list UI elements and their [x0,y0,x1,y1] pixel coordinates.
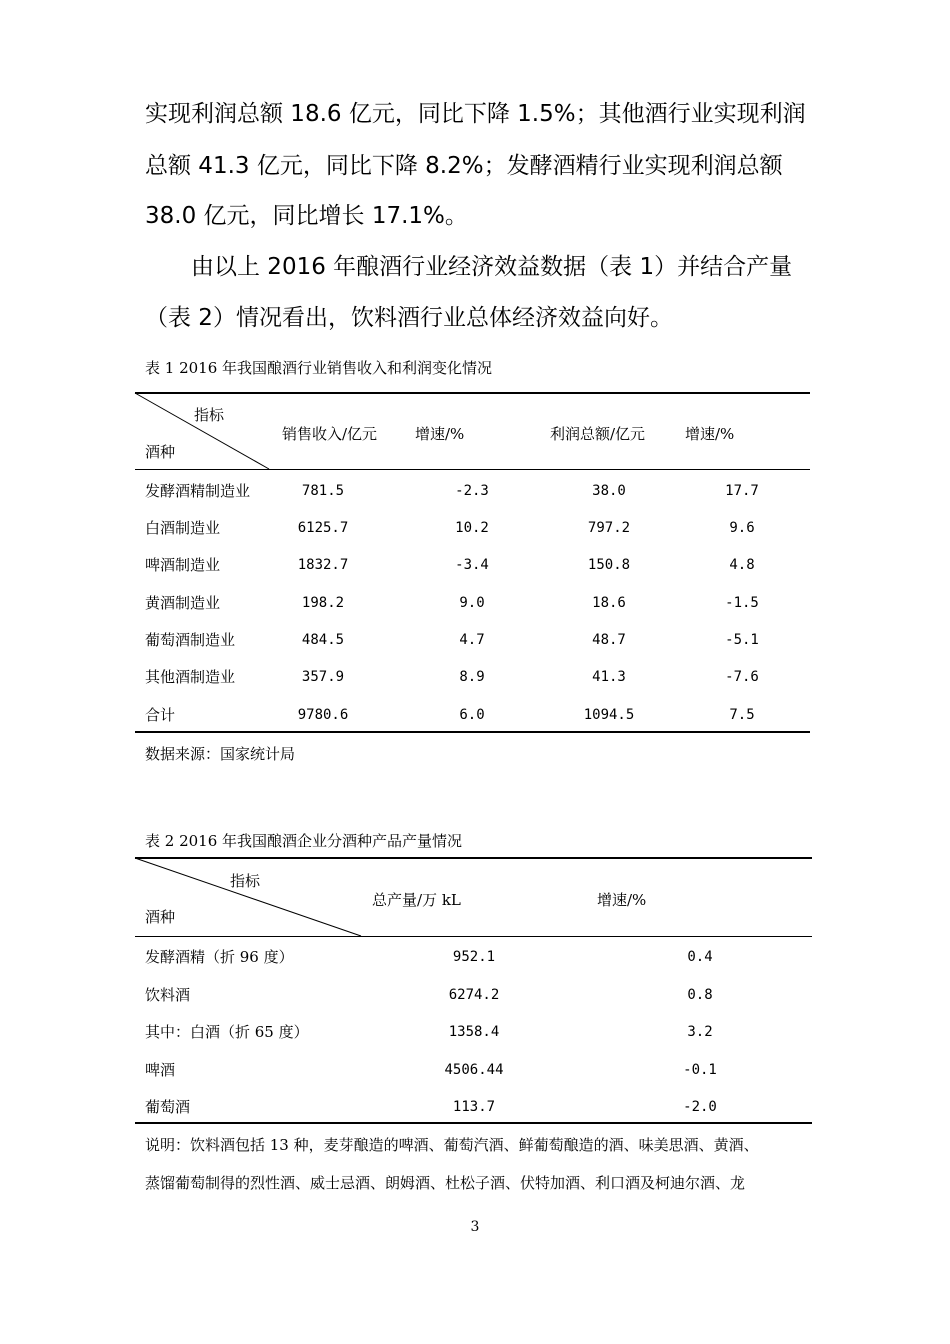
row-output: 952.1 [452,949,496,965]
table2-corner-bottom: 酒种 [145,908,176,926]
row-growth: -0.1 [683,1062,717,1078]
table1-source: 数据来源：国家统计局 [145,745,296,763]
paragraph-line-5: （表 2）情况看出，饮料酒行业总体经济效益向好。 [145,305,673,331]
row-sales-growth: 6.0 [459,707,485,723]
row-profit-growth: 4.8 [729,557,755,573]
row-output: 4506.44 [444,1062,504,1078]
row-name: 黄酒制造业 [145,594,221,612]
table1-bottom-rule [135,731,810,733]
row-sales: 484.5 [301,632,345,648]
row-name: 葡萄酒制造业 [145,631,236,649]
row-sales-growth: 10.2 [455,520,489,536]
paragraph-line-2: 总额 41.3 亿元，同比下降 8.2%；发酵酒精行业实现利润总额 [145,153,783,179]
row-sales: 9780.6 [297,707,349,723]
row-sales-growth: -3.4 [455,557,489,573]
row-sales: 6125.7 [297,520,349,536]
table1-caption: 表 1 2016 年我国酿酒行业销售收入和利润变化情况 [145,359,493,377]
table2-header-rule [135,936,812,937]
row-sales-growth: 9.0 [459,595,485,611]
row-name: 葡萄酒 [145,1098,191,1116]
notes-line-2: 蒸馏葡萄制得的烈性酒、威士忌酒、朗姆酒、杜松子酒、伏特加酒、利口酒及柯迪尔酒、龙 [145,1174,746,1192]
row-growth: -2.0 [683,1099,717,1115]
row-sales-growth: 8.9 [459,669,485,685]
table2-header-growth: 增速/% [597,891,647,909]
row-profit: 1094.5 [583,707,635,723]
row-name: 其他酒制造业 [145,668,236,686]
row-sales-growth: -2.3 [455,483,489,499]
row-profit: 38.0 [592,483,626,499]
row-sales-growth: 4.7 [459,632,485,648]
row-profit: 797.2 [587,520,631,536]
row-profit-growth: 7.5 [729,707,755,723]
table2-corner-top: 指标 [230,872,261,890]
paragraph-line-3: 38.0 亿元，同比增长 17.1%。 [145,203,468,229]
row-name: 发酵酒精（折 96 度） [145,948,294,966]
row-profit: 18.6 [592,595,626,611]
row-output: 1358.4 [448,1024,500,1040]
row-name: 饮料酒 [145,986,191,1004]
row-sales: 357.9 [301,669,345,685]
row-growth: 0.8 [687,987,713,1003]
row-profit-growth: 9.6 [729,520,755,536]
row-profit-growth: -5.1 [725,632,759,648]
table2-bottom-rule [135,1122,812,1124]
page-number: 3 [470,1219,480,1235]
row-profit-growth: 17.7 [725,483,759,499]
row-sales: 198.2 [301,595,345,611]
row-sales: 781.5 [301,483,345,499]
row-name: 啤酒制造业 [145,556,221,574]
paragraph-line-4: 由以上 2016 年酿酒行业经济效益数据（表 1）并结合产量 [191,254,793,280]
table1-header-rule [135,469,810,470]
table1-header-profit-growth: 增速/% [685,425,735,443]
row-profit: 41.3 [592,669,626,685]
row-name: 发酵酒精制造业 [145,482,251,500]
row-output: 6274.2 [448,987,500,1003]
row-profit: 150.8 [587,557,631,573]
row-growth: 3.2 [687,1024,713,1040]
table1-corner-top: 指标 [194,406,225,424]
paragraph-line-1: 实现利润总额 18.6 亿元，同比下降 1.5%；其他酒行业实现利润 [145,101,806,127]
row-name: 合计 [145,706,176,724]
table1-header-sales: 销售收入/亿元 [282,425,378,443]
row-profit-growth: -7.6 [725,669,759,685]
table2-caption: 表 2 2016 年我国酿酒企业分酒种产品产量情况 [145,832,463,850]
table1-header-profit: 利润总额/亿元 [550,425,646,443]
row-profit-growth: -1.5 [725,595,759,611]
row-output: 113.7 [452,1099,496,1115]
row-sales: 1832.7 [297,557,349,573]
row-name: 啤酒 [145,1061,176,1079]
row-growth: 0.4 [687,949,713,965]
row-name: 白酒制造业 [145,519,221,537]
table1-header-sales-growth: 增速/% [415,425,465,443]
row-profit: 48.7 [592,632,626,648]
notes-line-1: 说明：饮料酒包括 13 种，麦芽酿造的啤酒、葡萄汽酒、鲜葡萄酿造的酒、味美思酒、黄酒、 [145,1136,759,1154]
table2-header-output: 总产量/万 kL [372,891,461,909]
row-name: 其中：白酒（折 65 度） [145,1023,309,1041]
table1-corner-bottom: 酒种 [145,443,176,461]
